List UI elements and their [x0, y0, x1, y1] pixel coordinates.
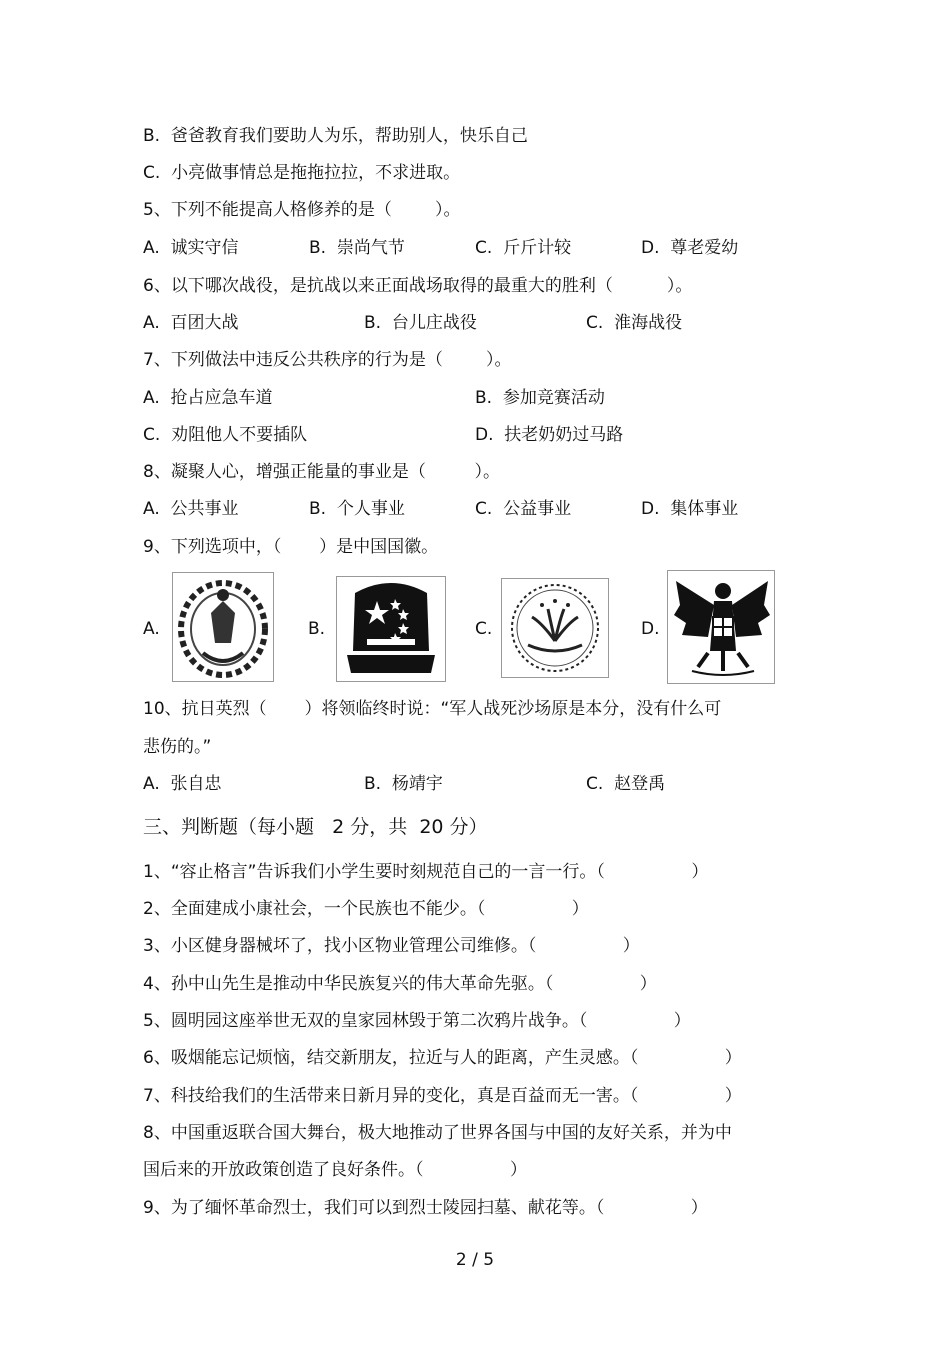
question-6: 6、以下哪次战役，是抗战以来正面战场取得的最重大的胜利（ ）。 [143, 276, 693, 296]
q8-option-a: A. 公共事业 [143, 499, 239, 519]
q7-option-b: B. 参加竞赛活动 [475, 388, 605, 408]
q8-option-b: B. 个人事业 [309, 499, 405, 519]
judgment-6: 6、吸烟能忘记烦恼，结交新朋友，拉近与人的距离，产生灵感。（ ） [143, 1048, 742, 1068]
emblem-d-image [667, 570, 775, 684]
judgment-1: 1、“容止格言”告诉我们小学生要时刻规范自己的一言一行。（ ） [143, 862, 709, 882]
q10-option-b: B. 杨靖宇 [364, 774, 443, 794]
q5-option-d: D. 尊老爱幼 [641, 238, 739, 258]
judgment-4: 4、孙中山先生是推动中华民族复兴的伟大革命先驱。（ ） [143, 974, 657, 994]
question-10-continued: 悲伤的。” [143, 737, 212, 757]
q5-option-b: B. 崇尚气节 [309, 238, 405, 258]
q6-option-b: B. 台儿庄战役 [364, 313, 477, 333]
judgment-8: 8、中国重返联合国大舞台，极大地推动了世界各国与中国的友好关系，并为中 [143, 1123, 732, 1143]
q6-option-a: A. 百团大战 [143, 313, 239, 333]
q8-option-c: C. 公益事业 [475, 499, 572, 519]
question-10: 10、抗日英烈（ ）将领临终时说：“军人战死沙场原是本分，没有什么可 [143, 699, 722, 719]
q8-option-d: D. 集体事业 [641, 499, 739, 519]
q7-option-d: D. 扶老奶奶过马路 [475, 425, 624, 445]
question-8: 8、凝聚人心，增强正能量的事业是（ ）。 [143, 462, 500, 482]
question-9: 9、下列选项中，（ ）是中国国徽。 [143, 537, 439, 557]
judgment-3: 3、小区健身器械坏了，找小区物业管理公司维修。（ ） [143, 936, 640, 956]
question-5: 5、下列不能提高人格修养的是（ ）。 [143, 200, 461, 220]
q10-option-c: C. 赵登禹 [586, 774, 666, 794]
q10-option-a: A. 张自忠 [143, 774, 222, 794]
q9-label-b: B. [308, 619, 326, 639]
judgment-5: 5、圆明园这座举世无双的皇家园林毁于第二次鸦片战争。（ ） [143, 1011, 691, 1031]
emblem-c-image [501, 578, 609, 678]
section-3-title: 三、判断题（每小题 2 分，共 20 分） [143, 816, 488, 838]
q4-option-c: C. 小亮做事情总是拖拖拉拉，不求进取。 [143, 163, 461, 183]
judgment-9: 9、为了缅怀革命烈士，我们可以到烈士陵园扫墓、献花等。（ ） [143, 1198, 708, 1218]
page-number: 2 / 5 [455, 1250, 495, 1270]
q6-option-c: C. 淮海战役 [586, 313, 683, 333]
q9-label-d: D. [641, 619, 660, 639]
emblem-b-image [336, 576, 446, 682]
judgment-8-continued: 国后来的开放政策创造了良好条件。（ ） [143, 1160, 527, 1180]
q7-option-a: A. 抢占应急车道 [143, 388, 273, 408]
q4-option-b: B. 爸爸教育我们要助人为乐，帮助别人，快乐自己 [143, 126, 528, 146]
q9-label-c: C. [475, 619, 493, 639]
question-7: 7、下列做法中违反公共秩序的行为是（ ）。 [143, 350, 512, 370]
emblem-a-image [172, 572, 274, 682]
q5-option-a: A. 诚实守信 [143, 238, 239, 258]
judgment-7: 7、科技给我们的生活带来日新月异的变化，真是百益而无一害。（ ） [143, 1086, 742, 1106]
q5-option-c: C. 斤斤计较 [475, 238, 572, 258]
q9-label-a: A. [143, 619, 160, 639]
judgment-2: 2、全面建成小康社会，一个民族也不能少。（ ） [143, 899, 589, 919]
q7-option-c: C. 劝阻他人不要插队 [143, 425, 308, 445]
